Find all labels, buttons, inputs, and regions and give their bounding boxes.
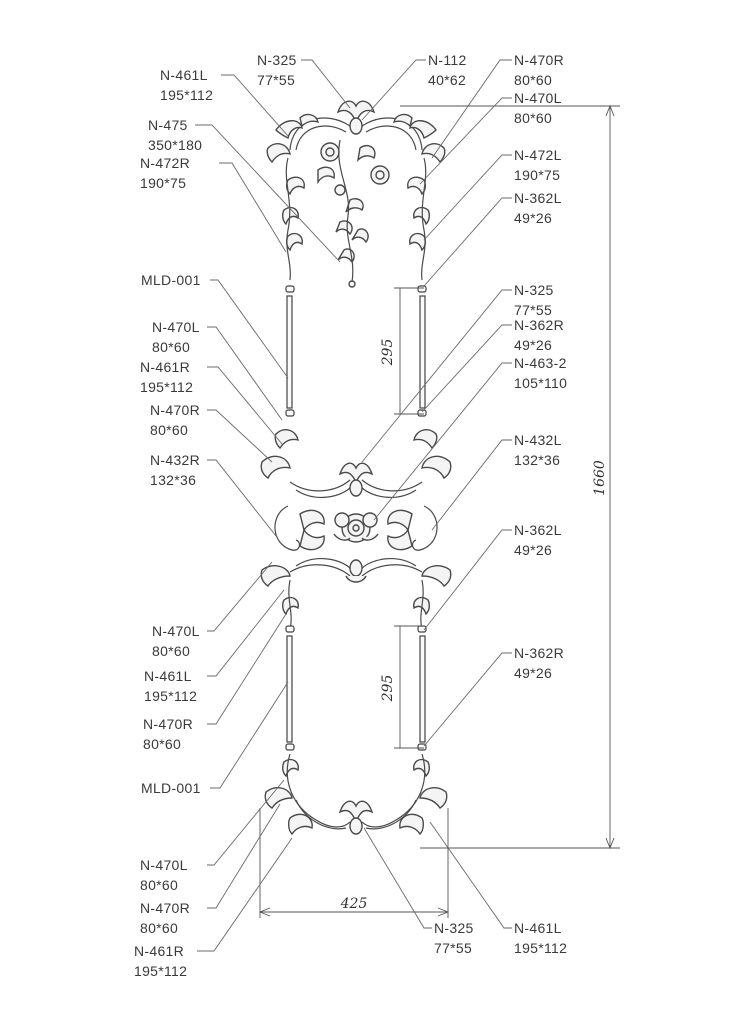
label-n461l-top: N-461L 195*112 (160, 67, 214, 103)
middle-ornament-band (261, 430, 451, 630)
label-n470r-mid: N-470R 80*60 (150, 402, 201, 438)
label-mld001-upper: MLD-001 (141, 272, 201, 288)
label-n472r: N-472R 190*75 (140, 155, 191, 191)
ornament-panel (261, 101, 451, 834)
part-labels-left (134, 67, 213, 979)
label-mld001-lower: MLD-001 (141, 780, 201, 796)
label-n470l-bottom: N-470L 80*60 (140, 857, 188, 893)
label-n461r-bottom: N-461R 195*112 (134, 943, 188, 979)
label-n463-2: N-463-2 105*110 (514, 355, 568, 391)
label-n362l-top: N-362L 49*26 (514, 190, 562, 226)
upper-rods (286, 286, 426, 416)
lower-rod-dimension: 295 (380, 674, 396, 702)
part-labels-bottom (434, 920, 567, 956)
label-n432l: N-432L 132*36 (514, 432, 562, 468)
part-labels-top (257, 52, 467, 88)
label-n470r-top: N-470R 80*60 (514, 52, 565, 88)
part-labels-right (514, 52, 567, 681)
label-n362r-mid: N-362R 49*26 (514, 317, 565, 353)
label-n470l-mid: N-470L 80*60 (152, 319, 200, 355)
label-n472l: N-472L 190*75 (514, 147, 562, 183)
label-n461r-mid: N-461R 195*112 (140, 359, 194, 395)
total-height-dimension: 1660 (592, 460, 608, 496)
center-rosette (334, 513, 378, 542)
label-n112: N-112 40*62 (428, 52, 467, 88)
label-n325-top: N-325 77*55 (257, 52, 297, 88)
upper-rod-dimension: 295 (380, 338, 396, 366)
label-n362l-lower: N-362L 49*26 (514, 522, 562, 558)
lower-rods (286, 626, 426, 750)
label-n325-mid: N-325 77*55 (514, 282, 554, 318)
label-n470l-top: N-470L 80*60 (514, 90, 562, 126)
top-left-leaves (267, 144, 304, 280)
label-n432r: N-432R 132*36 (150, 452, 201, 488)
bottom-ornament (265, 754, 447, 834)
label-n362r-lower: N-362R 49*26 (514, 645, 565, 681)
label-n475: N-475 350*180 (148, 117, 203, 153)
label-n461l-lower: N-461L 195*112 (144, 668, 198, 704)
label-n461l-bottom: N-461L 195*112 (514, 920, 568, 956)
top-crest-ornament (338, 101, 374, 134)
label-n325-bottom: N-325 77*55 (434, 920, 474, 956)
label-n470r-lower: N-470R 80*60 (143, 716, 194, 752)
width-dimension: 425 (340, 896, 368, 912)
label-n470r-bottom: N-470R 80*60 (140, 900, 191, 936)
hanging-floral-vine (318, 140, 389, 287)
label-n470l-lower: N-470L 80*60 (152, 623, 200, 659)
